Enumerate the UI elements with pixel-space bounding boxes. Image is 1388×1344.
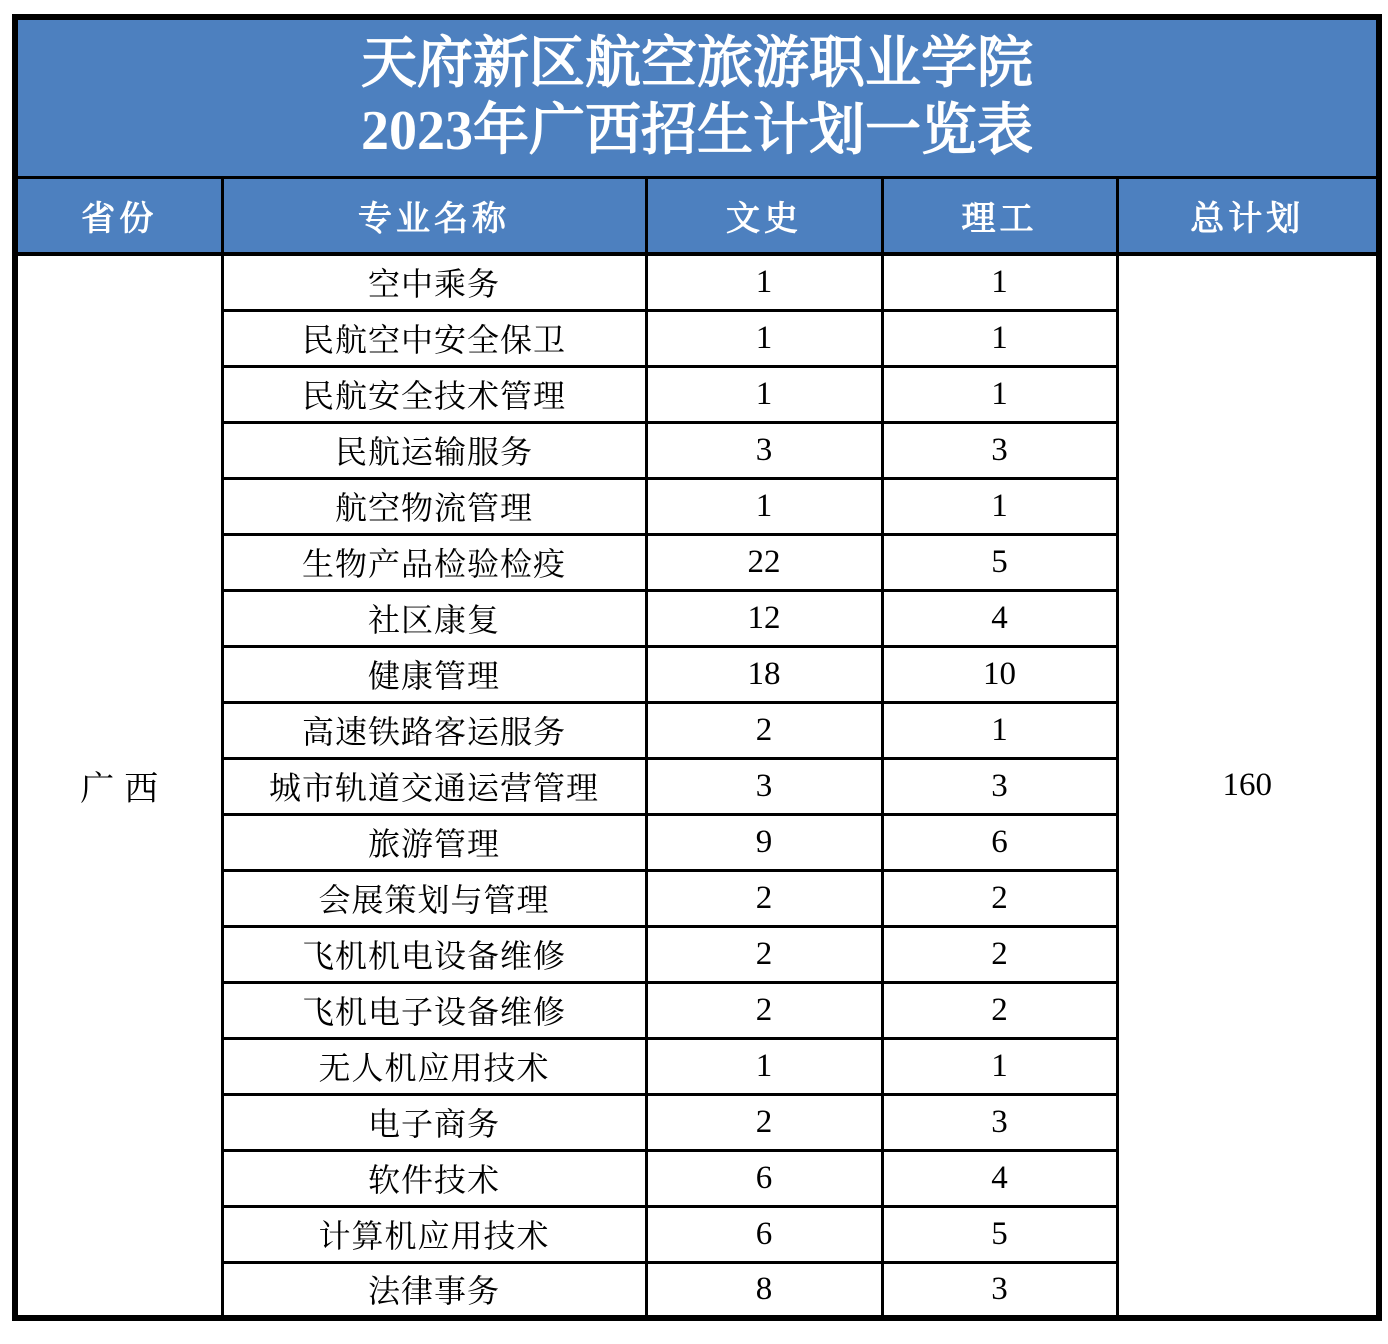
column-header-row [15, 178, 1379, 255]
major-name-cell: 航空物流管理 [222, 478, 646, 534]
col-header-wenshi: 文史 [646, 178, 882, 255]
major-name-cell: 软件技术 [222, 1150, 646, 1206]
ligong-count-cell: 2 [882, 870, 1117, 926]
major-name-cell: 健康管理 [222, 646, 646, 702]
ligong-count-cell: 1 [882, 254, 1117, 310]
title-line-1: 天府新区航空旅游职业学院 [361, 32, 1034, 95]
major-name-cell: 法律事务 [222, 1262, 646, 1318]
major-name-cell: 计算机应用技术 [222, 1206, 646, 1262]
ligong-count-cell: 4 [882, 1150, 1117, 1206]
title-row [15, 17, 1379, 178]
major-name-cell: 生物产品检验检疫 [222, 534, 646, 590]
major-name-cell: 电子商务 [222, 1094, 646, 1150]
province-cell: 广西 [15, 254, 222, 1318]
ligong-count-cell: 1 [882, 310, 1117, 366]
wenshi-count-cell: 2 [646, 1094, 882, 1150]
ligong-count-cell: 3 [882, 1262, 1117, 1318]
col-header-total: 总计划 [1117, 178, 1379, 255]
wenshi-count-cell: 2 [646, 870, 882, 926]
major-name-cell: 无人机应用技术 [222, 1038, 646, 1094]
ligong-count-cell: 3 [882, 758, 1117, 814]
ligong-count-cell: 5 [882, 1206, 1117, 1262]
major-name-cell: 民航运输服务 [222, 422, 646, 478]
ligong-count-cell: 4 [882, 590, 1117, 646]
ligong-count-cell: 5 [882, 534, 1117, 590]
col-header-ligong: 理工 [882, 178, 1117, 255]
wenshi-count-cell: 1 [646, 1038, 882, 1094]
wenshi-count-cell: 9 [646, 814, 882, 870]
total-plan-cell: 160 [1117, 254, 1379, 1318]
wenshi-count-cell: 1 [646, 478, 882, 534]
wenshi-count-cell: 1 [646, 310, 882, 366]
wenshi-count-cell: 1 [646, 254, 882, 310]
wenshi-count-cell: 3 [646, 422, 882, 478]
major-name-cell: 飞机机电设备维修 [222, 926, 646, 982]
ligong-count-cell: 3 [882, 1094, 1117, 1150]
wenshi-count-cell: 12 [646, 590, 882, 646]
table-row [15, 254, 1379, 310]
major-name-cell: 高速铁路客运服务 [222, 702, 646, 758]
wenshi-count-cell: 18 [646, 646, 882, 702]
ligong-count-cell: 1 [882, 366, 1117, 422]
ligong-count-cell: 6 [882, 814, 1117, 870]
wenshi-count-cell: 1 [646, 366, 882, 422]
table-title [15, 17, 1379, 178]
ligong-count-cell: 10 [882, 646, 1117, 702]
wenshi-count-cell: 6 [646, 1150, 882, 1206]
major-name-cell: 城市轨道交通运营管理 [222, 758, 646, 814]
col-header-province: 省份 [15, 178, 222, 255]
ligong-count-cell: 1 [882, 1038, 1117, 1094]
wenshi-count-cell: 2 [646, 926, 882, 982]
ligong-count-cell: 1 [882, 478, 1117, 534]
wenshi-count-cell: 22 [646, 534, 882, 590]
major-name-cell: 飞机电子设备维修 [222, 982, 646, 1038]
major-name-cell: 社区康复 [222, 590, 646, 646]
table-body [15, 254, 1379, 1318]
ligong-count-cell: 1 [882, 702, 1117, 758]
wenshi-count-cell: 2 [646, 982, 882, 1038]
title-line-2: 2023年广西招生计划一览表 [361, 100, 1034, 162]
major-name-cell: 民航安全技术管理 [222, 366, 646, 422]
ligong-count-cell: 3 [882, 422, 1117, 478]
ligong-count-cell: 2 [882, 926, 1117, 982]
major-name-cell: 旅游管理 [222, 814, 646, 870]
enrollment-plan-table [12, 14, 1382, 1321]
wenshi-count-cell: 3 [646, 758, 882, 814]
col-header-major: 专业名称 [222, 178, 646, 255]
ligong-count-cell: 2 [882, 982, 1117, 1038]
major-name-cell: 民航空中安全保卫 [222, 310, 646, 366]
wenshi-count-cell: 6 [646, 1206, 882, 1262]
major-name-cell: 会展策划与管理 [222, 870, 646, 926]
wenshi-count-cell: 8 [646, 1262, 882, 1318]
wenshi-count-cell: 2 [646, 702, 882, 758]
major-name-cell: 空中乘务 [222, 254, 646, 310]
